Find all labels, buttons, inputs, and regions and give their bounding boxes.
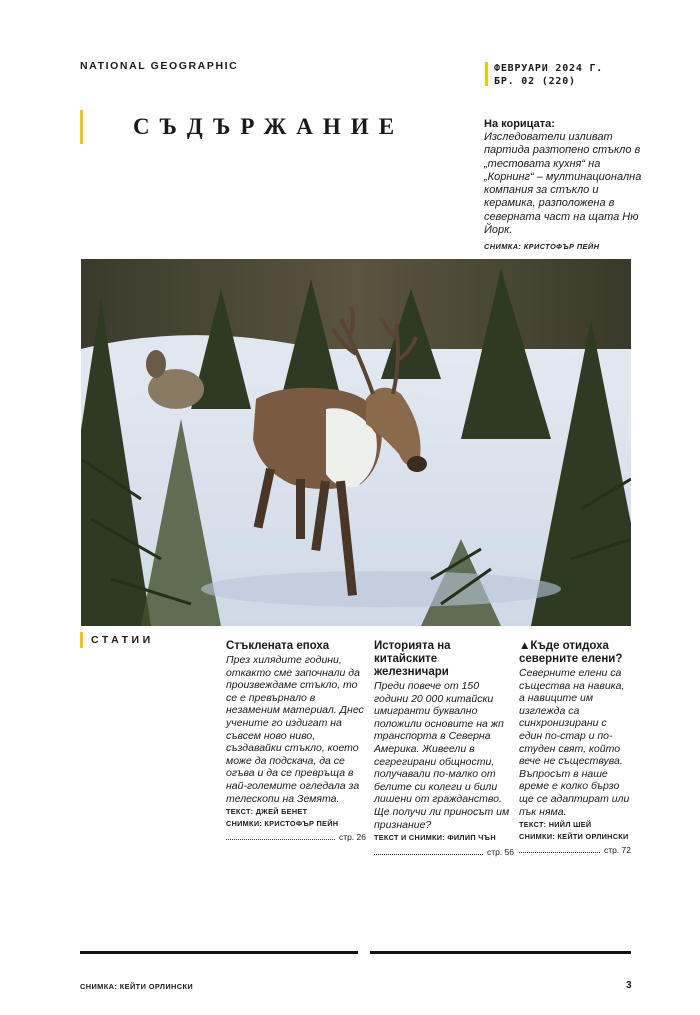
article-page-number: стр. 72: [603, 845, 631, 856]
article-page-ref[interactable]: [374, 847, 514, 857]
article-card[interactable]: [374, 640, 514, 857]
article-text-credit: ТЕКСТ И СНИМКИ: ФИЛИП ЧЪН: [374, 833, 496, 843]
article-card[interactable]: [519, 640, 631, 855]
leader-dots: [519, 846, 600, 853]
article-title[interactable]: Историята на китайските железничари: [374, 640, 451, 678]
leader-dots: [374, 848, 483, 855]
article-summary: Преди повече от 150 години 20 000 китайски имигранти буквално положили основите на жп транспорта в Северна Америка. Живеели в сегрегирани общности, получавали по-малко от белите си колеги и били лишени от гражданство. Ще получи ли приносът им признание?: [374, 680, 510, 831]
article-page-number: стр. 26: [338, 832, 366, 843]
article-page-number: стр. 56: [486, 846, 514, 857]
article-text-credit: ТЕКСТ: НИЙЛ ШЕЙ: [519, 820, 592, 830]
triangle-marker-icon: ▲: [519, 640, 531, 652]
article-photo-credit: СНИМКИ: КРИСТОФЪР ПЕЙН: [226, 818, 339, 828]
article-page-ref[interactable]: [519, 845, 631, 855]
cover-description: Изследователи изливат партида разтопено стъкло в „тестовата кухня“ на „Корнинг“ – мултинационална компания за стъкло и керамика, разположена в северната част на щата Ню Йорк.: [484, 131, 642, 237]
article-summary: Северните елени са същества на навика, а навиците им изглежда са синхронизирани с един по-стар и по-студен свят, който вече не съществува. Въпросът в наше време е колко бързо ще се адаптират или пък няма.: [519, 667, 630, 818]
footer-rule-left: [80, 951, 358, 954]
page-title: СЪДЪРЖАНИЕ: [133, 114, 405, 139]
article-title[interactable]: Стъклената епоха: [226, 640, 330, 652]
brand-logo: NATIONAL GEOGRAPHIC: [80, 60, 239, 72]
footer-photo-credit: СНИМКА: КЕЙТИ ОРЛИНСКИ: [80, 982, 194, 991]
cover-heading: На корицата:: [484, 118, 555, 130]
article-title-text: Къде отидоха северните елени?: [519, 640, 623, 665]
article-summary: През хилядите години, откакто сме започнали да произвеждаме стъкло, то се е превърнало в незаменим материал. Днес учените го издигат на съвсем ново ниво, създавайки стъкло, което може да подскача, да се огъва и да се превръща в най-големите огледала за телескопи на Земята.: [226, 654, 364, 805]
issue-number: БР. 02 (220): [494, 76, 576, 87]
article-page-ref[interactable]: [226, 832, 366, 842]
cover-text: [484, 131, 644, 254]
footer-rule-right: [370, 951, 631, 954]
page-number: 3: [626, 980, 632, 991]
issue-date: ФЕВРУАРИ 2024 Г.: [494, 63, 604, 74]
cover-credit: СНИМКА: КРИСТОФЪР ПЕЙН: [484, 242, 600, 252]
article-title[interactable]: [519, 640, 631, 666]
cover-photo-reindeer: [81, 259, 631, 626]
section-label: СТАТИИ: [91, 634, 154, 646]
issue-accent-bar: [485, 62, 488, 86]
article-text-credit: ТЕКСТ: ДЖЕЙ БЕНЕТ: [226, 807, 308, 817]
article-photo-credit: СНИМКИ: КЕЙТИ ОРЛИНСКИ: [519, 831, 629, 841]
issue-info: [494, 62, 603, 88]
leader-dots: [226, 833, 335, 840]
article-card[interactable]: [226, 640, 366, 842]
title-accent-bar: [80, 110, 83, 144]
reindeer-photo-illustration: [81, 259, 631, 626]
section-accent-bar: [80, 632, 83, 648]
